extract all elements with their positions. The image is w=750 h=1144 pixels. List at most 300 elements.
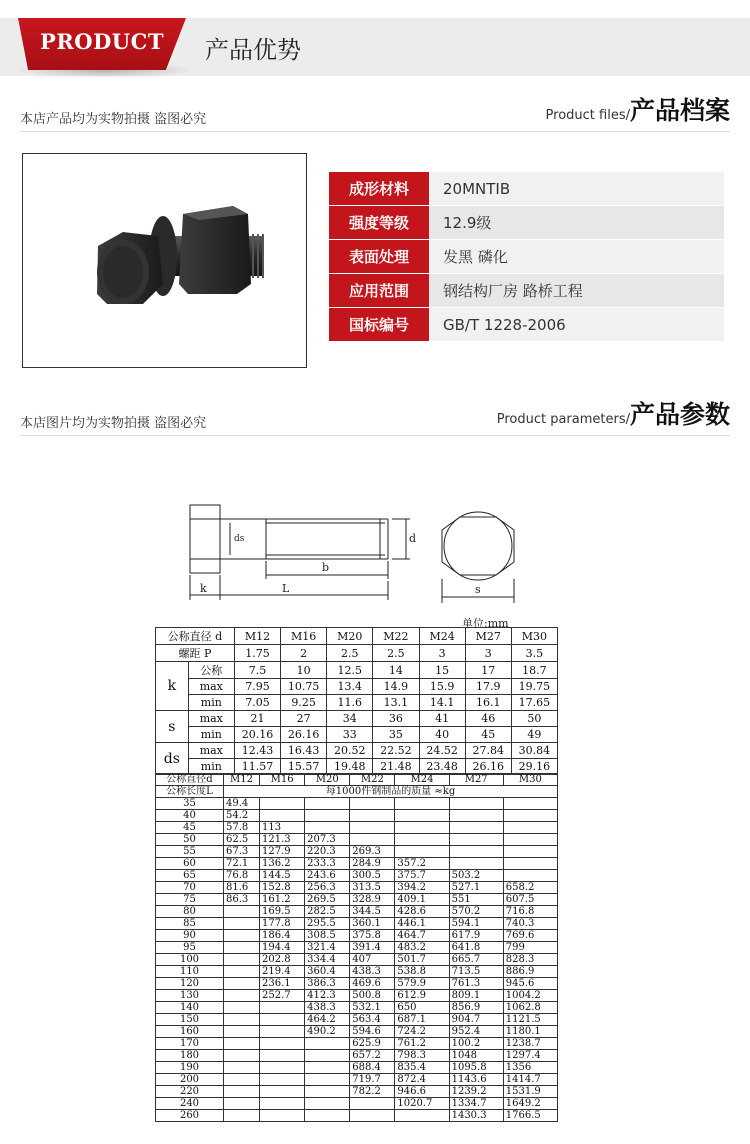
length-cell: 85: [156, 918, 224, 930]
weight-cell: [350, 834, 395, 846]
table-cell: 26.16: [281, 727, 327, 743]
table-cell: 15.9: [419, 679, 465, 695]
table-cell: 49: [511, 727, 557, 743]
table-row: [156, 810, 558, 822]
spec-label: 表面处理: [329, 240, 429, 274]
table-cell: 16.1: [465, 695, 511, 711]
weight-cell: [224, 990, 260, 1002]
table-cell: 36: [373, 711, 419, 727]
weight-cell: 446.1: [395, 918, 449, 930]
table-cell: 17: [465, 662, 511, 679]
weight-cell: [395, 846, 449, 858]
header-banner: [0, 18, 750, 76]
spec-row: [329, 206, 724, 240]
weight-cell: 161.2: [260, 894, 305, 906]
product-photo: [22, 153, 307, 368]
weight-cell: [350, 798, 395, 810]
table-cell: M30: [511, 628, 557, 645]
length-cell: 160: [156, 1026, 224, 1038]
weight-cell: [224, 1098, 260, 1110]
weight-cell: 438.3: [350, 966, 395, 978]
weight-cell: [305, 810, 350, 822]
weight-cell: 799: [503, 942, 557, 954]
weight-cell: 500.8: [350, 990, 395, 1002]
weight-cell: 1430.3: [449, 1110, 503, 1122]
weight-cell: 501.7: [395, 954, 449, 966]
table-row: [156, 711, 558, 727]
weight-cell: [260, 1062, 305, 1074]
weight-cell: 321.4: [305, 942, 350, 954]
weight-cell: 202.8: [260, 954, 305, 966]
length-cell: 65: [156, 870, 224, 882]
weight-cell: 233.3: [305, 858, 350, 870]
weight-cell: [224, 942, 260, 954]
table-row: [156, 954, 558, 966]
weight-cell: 308.5: [305, 930, 350, 942]
weight-cell: 1048: [449, 1050, 503, 1062]
spec-value: GB/T 1228-2006: [429, 308, 724, 342]
weight-cell: 1004.2: [503, 990, 557, 1002]
weight-cell: 612.9: [395, 990, 449, 1002]
weight-cell: [305, 1098, 350, 1110]
spec-label: 成形材料: [329, 172, 429, 206]
length-header: 公称长度L: [156, 786, 224, 798]
weight-cell: [395, 822, 449, 834]
weight-cell: 100.2: [449, 1038, 503, 1050]
weight-cell: 886.9: [503, 966, 557, 978]
spec-row: [329, 274, 724, 308]
weight-cell: [395, 1110, 449, 1122]
weight-cell: 687.1: [395, 1014, 449, 1026]
table-cell: M16: [281, 628, 327, 645]
table-row: [156, 858, 558, 870]
weight-cell: 1649.2: [503, 1098, 557, 1110]
section-title-en: Product files/: [545, 108, 630, 123]
weight-table: [155, 773, 558, 1122]
length-cell: 55: [156, 846, 224, 858]
spec-row: [329, 240, 724, 274]
section-title-cn: 产品参数: [629, 400, 730, 429]
weight-cell: [224, 1074, 260, 1086]
length-cell: 150: [156, 1014, 224, 1026]
weight-cell: 607.5: [503, 894, 557, 906]
table-cell: 16.43: [281, 743, 327, 759]
weight-cell: 1334.7: [449, 1098, 503, 1110]
weight-cell: 1062.8: [503, 1002, 557, 1014]
weight-cell: [305, 1086, 350, 1098]
weight-cell: 236.1: [260, 978, 305, 990]
length-cell: 220: [156, 1086, 224, 1098]
length-cell: 80: [156, 906, 224, 918]
weight-cell: [305, 1074, 350, 1086]
table-row: [156, 846, 558, 858]
weight-cell: [260, 1074, 305, 1086]
table-cell: 34: [327, 711, 373, 727]
length-cell: 170: [156, 1038, 224, 1050]
table-row: [156, 1038, 558, 1050]
section-title: [546, 91, 730, 127]
table-row: [156, 662, 558, 679]
spec-value: 12.9级: [429, 206, 724, 240]
weight-cell: 657.2: [350, 1050, 395, 1062]
weight-cell: 538.8: [395, 966, 449, 978]
table-cell: 19.75: [511, 679, 557, 695]
weight-cell: 81.6: [224, 882, 260, 894]
spec-table: [329, 172, 724, 342]
length-cell: 70: [156, 882, 224, 894]
table-cell: 11.6: [327, 695, 373, 711]
table-cell: 10.75: [281, 679, 327, 695]
weight-cell: 579.9: [395, 978, 449, 990]
drawing-label-L: L: [282, 582, 290, 595]
weight-cell: [224, 978, 260, 990]
table-row: [156, 1050, 558, 1062]
weight-cell: 62.5: [224, 834, 260, 846]
weight-cell: 1238.7: [503, 1038, 557, 1050]
table-cell: M27: [465, 628, 511, 645]
weight-cell: 113: [260, 822, 305, 834]
table-row: [156, 1062, 558, 1074]
weight-cell: 1180.1: [503, 1026, 557, 1038]
length-cell: 35: [156, 798, 224, 810]
weight-cell: 334.4: [305, 954, 350, 966]
table-cell: 17.9: [465, 679, 511, 695]
weight-cell: [224, 930, 260, 942]
bolt-image: [23, 154, 308, 369]
table-row: [156, 1086, 558, 1098]
weight-cell: [449, 810, 503, 822]
weight-cell: 360.4: [305, 966, 350, 978]
length-cell: 130: [156, 990, 224, 1002]
weight-cell: 1766.5: [503, 1110, 557, 1122]
table-header-row: [156, 786, 558, 798]
table-cell: 7.95: [234, 679, 280, 695]
column-header: M12: [224, 774, 260, 786]
table-cell: 17.65: [511, 695, 557, 711]
section-note: 本店产品均为实物拍摄 盗图必究: [20, 112, 207, 127]
section-product-parameters: [20, 396, 730, 436]
table-cell: 3: [419, 645, 465, 662]
length-cell: 60: [156, 858, 224, 870]
weight-cell: 76.8: [224, 870, 260, 882]
weight-cell: 828.3: [503, 954, 557, 966]
table-cell: 3: [465, 645, 511, 662]
table-cell: 15.57: [281, 759, 327, 775]
drawing-label-s: s: [475, 583, 481, 596]
weight-cell: 252.7: [260, 990, 305, 1002]
weight-cell: [260, 1086, 305, 1098]
section-product-files: [20, 92, 730, 132]
table-cell: 20.52: [327, 743, 373, 759]
row-group-label: s: [156, 711, 189, 743]
weight-cell: 798.3: [395, 1050, 449, 1062]
row-sub-label: min: [188, 695, 234, 711]
length-cell: 200: [156, 1074, 224, 1086]
weight-cell: [395, 798, 449, 810]
weight-cell: 483.2: [395, 942, 449, 954]
weight-cell: 269.3: [350, 846, 395, 858]
weight-cell: 1297.4: [503, 1050, 557, 1062]
table-cell: M12: [234, 628, 280, 645]
length-cell: 95: [156, 942, 224, 954]
length-cell: 50: [156, 834, 224, 846]
weight-cell: 490.2: [305, 1026, 350, 1038]
table-cell: 41: [419, 711, 465, 727]
weight-cell: [224, 1110, 260, 1122]
spec-value: 20MNTIB: [429, 172, 724, 206]
weight-cell: 391.4: [350, 942, 395, 954]
weight-cell: 127.9: [260, 846, 305, 858]
drawing-label-b: b: [322, 561, 330, 574]
table-row: [156, 882, 558, 894]
weight-cell: 740.3: [503, 918, 557, 930]
weight-cell: 769.6: [503, 930, 557, 942]
weight-cell: [449, 834, 503, 846]
column-header: M30: [503, 774, 557, 786]
spec-row: [329, 172, 724, 206]
drawing-label-d: d: [409, 532, 417, 545]
length-cell: 190: [156, 1062, 224, 1074]
weight-cell: [224, 906, 260, 918]
table-cell: 7.05: [234, 695, 280, 711]
weight-cell: 438.3: [305, 1002, 350, 1014]
length-cell: 120: [156, 978, 224, 990]
weight-cell: [449, 822, 503, 834]
banner-tab-label: PRODUCT: [40, 29, 164, 54]
weight-cell: 594.6: [350, 1026, 395, 1038]
table-row: [156, 695, 558, 711]
weight-cell: [503, 822, 557, 834]
weight-cell: 243.6: [305, 870, 350, 882]
table-row: [156, 727, 558, 743]
table-cell: 35: [373, 727, 419, 743]
table-cell: 50: [511, 711, 557, 727]
table-row: [156, 1110, 558, 1122]
weight-cell: 719.7: [350, 1074, 395, 1086]
weight-cell: 54.2: [224, 810, 260, 822]
table-row: [156, 1014, 558, 1026]
weight-cell: 946.6: [395, 1086, 449, 1098]
weight-cell: [260, 1002, 305, 1014]
weight-cell: 295.5: [305, 918, 350, 930]
weight-cell: [305, 1062, 350, 1074]
weight-cell: [224, 1050, 260, 1062]
weight-cell: 220.3: [305, 846, 350, 858]
length-cell: 40: [156, 810, 224, 822]
table-cell: 21: [234, 711, 280, 727]
weight-cell: 177.8: [260, 918, 305, 930]
table-header-row: [156, 774, 558, 786]
banner-title: 产品优势: [205, 36, 301, 64]
weight-cell: 617.9: [449, 930, 503, 942]
table-cell: 30.84: [511, 743, 557, 759]
table-cell: 3.5: [511, 645, 557, 662]
table-cell: 20.16: [234, 727, 280, 743]
weight-cell: 407: [350, 954, 395, 966]
weight-cell: 256.3: [305, 882, 350, 894]
weight-cell: [224, 1014, 260, 1026]
table-cell: 12.43: [234, 743, 280, 759]
weight-cell: [260, 1014, 305, 1026]
spec-value: 钢结构厂房 路桥工程: [429, 274, 724, 308]
weight-cell: 375.8: [350, 930, 395, 942]
section-title: [497, 395, 730, 431]
weight-cell: 1239.2: [449, 1086, 503, 1098]
weight-cell: [224, 1038, 260, 1050]
weight-cell: [305, 1050, 350, 1062]
length-cell: 100: [156, 954, 224, 966]
weight-cell: [395, 810, 449, 822]
weight-cell: [350, 822, 395, 834]
weight-cell: [260, 1026, 305, 1038]
table-cell: 29.16: [511, 759, 557, 775]
table-cell: 46: [465, 711, 511, 727]
weight-cell: 409.1: [395, 894, 449, 906]
weight-cell: [224, 966, 260, 978]
weight-cell: [305, 1038, 350, 1050]
table-row: [156, 1074, 558, 1086]
table-cell: 24.52: [419, 743, 465, 759]
weight-cell: 835.4: [395, 1062, 449, 1074]
table-row: [156, 990, 558, 1002]
weight-cell: 716.8: [503, 906, 557, 918]
weight-cell: 194.4: [260, 942, 305, 954]
weight-cell: 394.2: [395, 882, 449, 894]
weight-cell: 86.3: [224, 894, 260, 906]
weight-cell: 945.6: [503, 978, 557, 990]
spec-value: 发黑 磷化: [429, 240, 724, 274]
table-cell: 2: [281, 645, 327, 662]
weight-cell: [350, 1098, 395, 1110]
table-row: [156, 894, 558, 906]
weight-cell: 412.3: [305, 990, 350, 1002]
spec-label: 强度等级: [329, 206, 429, 240]
weight-cell: 641.8: [449, 942, 503, 954]
section-title-en: Product parameters/: [496, 412, 630, 427]
weight-cell: [260, 1038, 305, 1050]
weight-cell: [224, 918, 260, 930]
table-cell: 27: [281, 711, 327, 727]
table-cell: 10: [281, 662, 327, 679]
weight-cell: 688.4: [350, 1062, 395, 1074]
weight-cell: 650: [395, 1002, 449, 1014]
table-cell: 14: [373, 662, 419, 679]
row-header: 螺距 P: [156, 645, 235, 662]
weight-cell: 360.1: [350, 918, 395, 930]
table-cell: 40: [419, 727, 465, 743]
weight-header: 每1000件钢制品的质量 ≈kg: [224, 786, 558, 798]
weight-cell: [503, 834, 557, 846]
weight-cell: 1020.7: [395, 1098, 449, 1110]
weight-cell: 282.5: [305, 906, 350, 918]
column-header: M27: [449, 774, 503, 786]
weight-cell: 1531.9: [503, 1086, 557, 1098]
table-cell: 18.7: [511, 662, 557, 679]
weight-cell: 1095.8: [449, 1062, 503, 1074]
section-note: 本店图片均为实物拍摄 盗图必究: [20, 416, 207, 431]
weight-cell: 594.1: [449, 918, 503, 930]
table-row: [156, 679, 558, 695]
weight-cell: [224, 954, 260, 966]
weight-cell: [503, 846, 557, 858]
weight-cell: 67.3: [224, 846, 260, 858]
weight-cell: 49.4: [224, 798, 260, 810]
weight-cell: [260, 810, 305, 822]
table-row: [156, 966, 558, 978]
weight-cell: [305, 1110, 350, 1122]
weight-cell: 1121.5: [503, 1014, 557, 1026]
weight-cell: 856.9: [449, 1002, 503, 1014]
table-cell: 23.48: [419, 759, 465, 775]
length-cell: 75: [156, 894, 224, 906]
table-row: [156, 870, 558, 882]
weight-cell: 269.5: [305, 894, 350, 906]
weight-cell: 904.7: [449, 1014, 503, 1026]
row-group-label: ds: [156, 743, 189, 775]
length-cell: 140: [156, 1002, 224, 1014]
weight-cell: [503, 858, 557, 870]
weight-cell: 809.1: [449, 990, 503, 1002]
weight-cell: 469.6: [350, 978, 395, 990]
weight-cell: 121.3: [260, 834, 305, 846]
weight-cell: 532.1: [350, 1002, 395, 1014]
weight-cell: 464.2: [305, 1014, 350, 1026]
unit-label: 单位:mm: [462, 617, 509, 630]
weight-cell: 1356: [503, 1062, 557, 1074]
weight-cell: 782.2: [350, 1086, 395, 1098]
weight-cell: 357.2: [395, 858, 449, 870]
row-sub-label: min: [188, 727, 234, 743]
row-sub-label: max: [188, 711, 234, 727]
table-row: [156, 645, 558, 662]
weight-cell: 570.2: [449, 906, 503, 918]
weight-cell: 563.4: [350, 1014, 395, 1026]
row-group-label: k: [156, 662, 189, 711]
table-cell: 12.5: [327, 662, 373, 679]
table-row: [156, 918, 558, 930]
length-cell: 180: [156, 1050, 224, 1062]
weight-cell: 219.4: [260, 966, 305, 978]
weight-cell: 625.9: [350, 1038, 395, 1050]
row-header: 公称直径 d: [156, 628, 235, 645]
weight-cell: 152.8: [260, 882, 305, 894]
weight-cell: 464.7: [395, 930, 449, 942]
table-cell: 45: [465, 727, 511, 743]
table-row: [156, 798, 558, 810]
table-cell: 33: [327, 727, 373, 743]
length-cell: 45: [156, 822, 224, 834]
table-cell: 21.48: [373, 759, 419, 775]
column-header: M20: [305, 774, 350, 786]
table-row: [156, 1002, 558, 1014]
weight-cell: 144.5: [260, 870, 305, 882]
weight-cell: [305, 798, 350, 810]
weight-cell: 665.7: [449, 954, 503, 966]
column-header: 公称直径d: [156, 774, 224, 786]
weight-cell: [260, 1098, 305, 1110]
weight-cell: 313.5: [350, 882, 395, 894]
weight-cell: [224, 1002, 260, 1014]
column-header: M22: [350, 774, 395, 786]
weight-cell: 284.9: [350, 858, 395, 870]
weight-cell: 136.2: [260, 858, 305, 870]
table-cell: 14.9: [373, 679, 419, 695]
section-title-cn: 产品档案: [629, 96, 730, 125]
table-cell: 13.1: [373, 695, 419, 711]
weight-cell: 952.4: [449, 1026, 503, 1038]
table-cell: 2.5: [327, 645, 373, 662]
weight-cell: 72.1: [224, 858, 260, 870]
